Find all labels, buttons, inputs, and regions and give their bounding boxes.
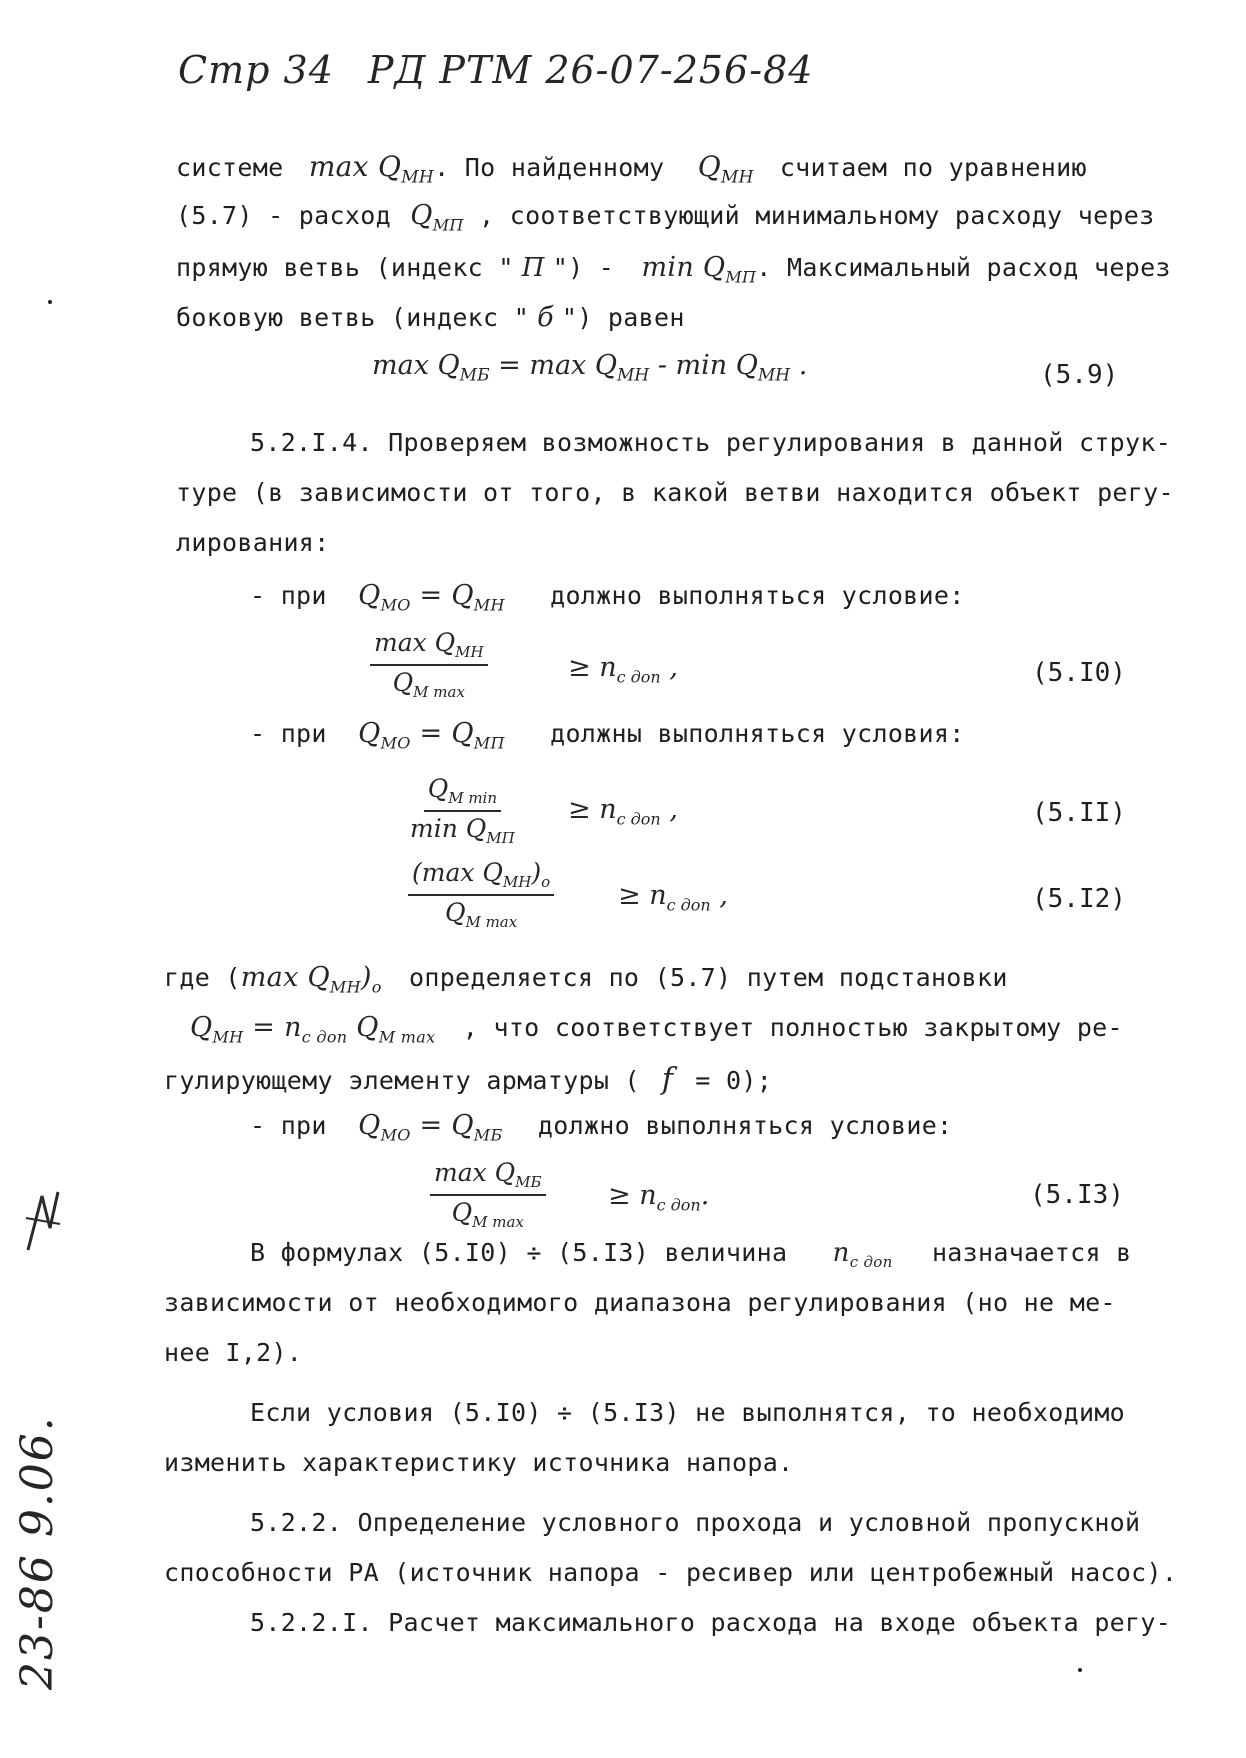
fraction-5-11: $Q_{M min}$ $\min Q_{МП}$: [410, 774, 515, 847]
equation-number: (5.II): [1032, 798, 1126, 828]
signature-mark: [22, 1188, 62, 1258]
text-line: (5.7) - расход $Q_{МП}$ , соответствующий минимальному расходу через: [176, 200, 1155, 235]
text-line: нее I,2).: [164, 1338, 303, 1367]
inequality-rhs: ≥ $n_{c доп}$ ,: [568, 652, 678, 687]
margin-note: 23-86 9.06.: [12, 1415, 63, 1690]
text-line: способности РА (источник напора - ресивер или центробежный насос).: [164, 1558, 1178, 1587]
text-line: $Q_{МН} = n_{c доп}$ $Q_{M max}$ , что соответствует полностью закрытому ре-: [190, 1012, 1123, 1047]
text-line: зависимости от необходимого диапазона регулирования (но не ме-: [164, 1288, 1116, 1317]
inequality-rhs: ≥ $n_{c доп}$ ,: [568, 794, 678, 829]
fraction-5-12: (max $Q_{МН})_о$ $Q_{M max}$: [408, 858, 554, 931]
text-line: системе $\max Q_{МН}$. По найденному $Q_{МН}$ считаем по уравнению: [176, 150, 1087, 188]
condition-line: - при $Q_{МО} = Q_{МБ}$ должно выполняться условие:: [250, 1110, 953, 1145]
text-line: гулирующему элементу арматуры ( f = 0);: [164, 1062, 773, 1097]
text-line: прямую ветвь (индекс " П ") - $\min Q_{МП}$. Максимальный расход через: [176, 252, 1171, 287]
document-code: РД РТМ 26-07-256-84: [367, 48, 814, 92]
section-heading: 5.2.2. Определение условного прохода и условной пропускной: [250, 1508, 1141, 1537]
text-line: В формулах (5.I0) ÷ (5.I3) величина $n_{c доп}$ назначается в: [250, 1238, 1132, 1272]
fraction-5-10: $\max Q_{МН}$ $Q_{M max}$: [370, 628, 488, 701]
text-line: туре (в зависимости от того, в какой ветви находится объект регу-: [176, 478, 1174, 507]
equation-number: (5.I3): [1030, 1180, 1124, 1210]
equation-5-9: $\max Q_{МБ} = \max Q_{МН} - \min Q_{МН}$ .: [372, 350, 808, 386]
fraction-5-13: $\max Q_{МБ}$ $Q_{M max}$: [430, 1158, 546, 1231]
text-line: 5.2.I.4. Проверяем возможность регулирования в данной струк-: [250, 428, 1172, 457]
equation-number: (5.I2): [1032, 884, 1126, 914]
equation-number: (5.9): [1040, 360, 1119, 390]
inequality-rhs: ≥ $n_{c доп}$.: [608, 1180, 710, 1215]
page-header: [178, 48, 847, 92]
condition-line: - при $Q_{МО} = Q_{МП}$ должны выполняться условия:: [250, 718, 965, 753]
equation-number: (5.I0): [1032, 658, 1126, 688]
text-line: где (max $Q_{МН})_о$ определяется по (5.7) путем подстановки: [164, 962, 1008, 997]
text-line: Если условия (5.I0) ÷ (5.I3) не выполнятся, то необходимо: [250, 1398, 1126, 1427]
text-line: 5.2.2.I. Расчет максимального расхода на входе объекта регу-: [250, 1608, 1172, 1637]
text-line: изменить характеристику источника напора.: [164, 1448, 794, 1477]
inequality-rhs: ≥ $n_{c доп}$ ,: [618, 880, 728, 915]
text-line: лирования:: [176, 528, 330, 557]
page-number: Стр 34: [178, 48, 334, 92]
condition-line: - при $Q_{МО} = Q_{МН}$ должно выполняться условие:: [250, 580, 965, 615]
speck: [1078, 1668, 1082, 1672]
speck: [48, 300, 52, 304]
text-line: боковую ветвь (индекс " б ") равен: [176, 302, 685, 333]
